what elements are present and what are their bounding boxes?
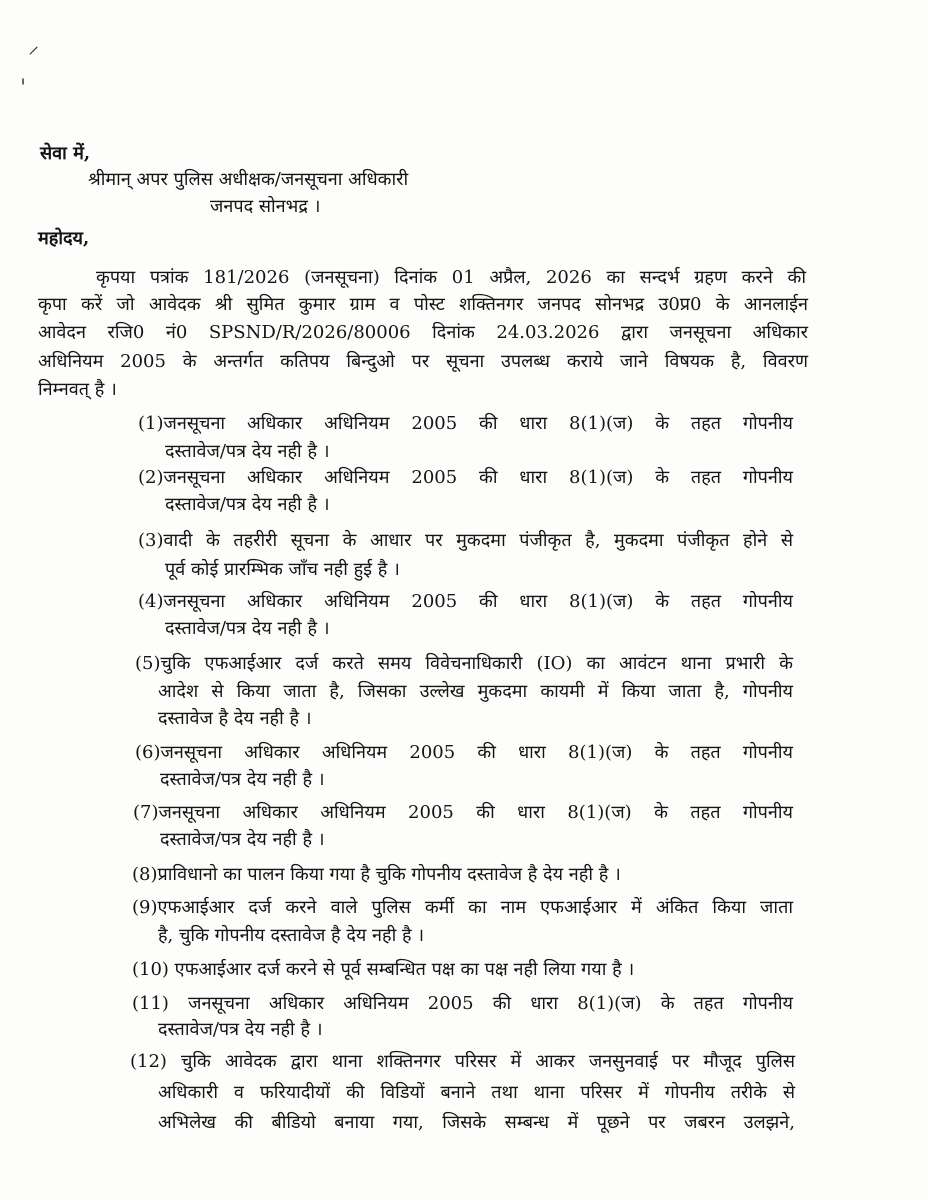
item-number: (6) [135,742,161,763]
list-item-1-line [138,412,793,436]
item-text: एफआईआर दर्ज करने से पूर्व सम्बन्धित पक्ष का पक्ष नही लिया गया है । [168,959,635,980]
list-item-4-line: दस्तावेज/पत्र देय नही है । [165,618,330,639]
item-text: वादी के तहरीरी सूचना के आधार पर मुकदमा पंजीकृत है, मुकदमा पंजीकृत होने से [163,530,793,551]
intro-line: आवेदन रजि0 नं0 SPSND/R/2026/80006 दिनांक 24.03.2026 द्वारा जनसूचना अधिकार [38,322,808,343]
list-item-1-line: दस्तावेज/पत्र देय नही है । [165,441,330,462]
item-text: जनसूचना अधिकार अधिनियम 2005 की धारा 8(1)(ज) के तहत गोपनीय [158,802,793,823]
address-recipient: श्रीमान् अपर पुलिस अधीक्षक/जनसूचना अधिकारी [88,169,409,190]
item-number: (2) [138,467,164,488]
item-text: एफआईआर दर्ज करने वाले पुलिस कर्मी का नाम एफआईआर में अंकित किया जाता [157,897,793,918]
list-item-9-line: है, चुकि गोपनीय दस्तावेज है देय नही है । [158,925,425,946]
list-item-7-line: दस्तावेज/पत्र देय नही है । [160,829,325,850]
list-item-7-line [133,801,793,825]
list-item-6-line [135,741,793,765]
list-item-8-line [132,863,621,887]
item-number: (7) [133,802,159,823]
item-number: (3) [138,530,164,551]
item-text: चुकि आवेदक द्वारा थाना शक्तिनगर परिसर में आकर जनसुनवाई पर मौजूद पुलिस [166,1051,795,1072]
list-item-11-line [132,992,793,1016]
list-item-12-line: अभिलेख की बीडियो बनाया गया, जिसके सम्बन्ध में पूछने पर जबरन उलझने, [158,1112,795,1133]
list-item-12-line [130,1050,795,1074]
list-item-2-line: दस्तावेज/पत्र देय नही है । [165,494,330,515]
scan-mark: ˌ [20,62,27,87]
list-item-11-line: दस्तावेज/पत्र देय नही है । [158,1019,323,1040]
intro-line: कृपा करें जो आवेदक श्री सुमित कुमार ग्राम व पोस्ट शक्तिनगर जनपद सोनभद्र उ0प्र0 के आनलाईन [38,294,808,315]
list-item-12-line: अधिकारी व फरियादीयों की विडियों बनाने तथा थाना परिसर में गोपनीय तरीके से [158,1082,795,1103]
item-text: जनसूचना अधिकार अधिनियम 2005 की धारा 8(1)(ज) के तहत गोपनीय [163,413,793,434]
item-text: जनसूचना अधिकार अधिनियम 2005 की धारा 8(1)(ज) के तहत गोपनीय [168,993,793,1014]
list-item-10-line [132,958,634,982]
item-number: (10) [132,959,169,980]
item-number: (5) [135,653,161,674]
list-item-4-line [138,590,793,614]
list-item-2-line [138,466,793,490]
item-number: (12) [130,1051,167,1072]
item-text: जनसूचना अधिकार अधिनियम 2005 की धारा 8(1)(ज) के तहत गोपनीय [160,742,793,763]
item-text: जनसूचना अधिकार अधिनियम 2005 की धारा 8(1)(ज) के तहत गोपनीय [163,591,793,612]
list-item-5-line [135,652,793,676]
address-district: जनपद सोनभद्र । [210,196,321,217]
list-item-5-line: आदेश से किया जाता है, जिसका उल्लेख मुकदमा कायमी में किया जाता है, गोपनीय [158,681,793,702]
intro-line: अधिनियम 2005 के अन्तर्गत कतिपय बिन्दुओ पर सूचना उपलब्ध कराये जाने विषयक है, विवरण [38,351,808,372]
item-number: (4) [138,591,164,612]
list-item-3-line: पूर्व कोई प्रारम्भिक जाँच नही हुई है । [165,559,400,580]
list-item-3-line [138,529,793,553]
list-item-5-line: दस्तावेज है देय नही है । [158,708,312,729]
item-number: (1) [138,413,164,434]
item-number: (9) [132,897,158,918]
item-number: (8) [132,864,158,885]
item-text: चुकि एफआईआर दर्ज करते समय विवेचनाधिकारी (IO) का आवंटन थाना प्रभारी के [160,653,793,674]
list-item-9-line [132,896,793,920]
item-number: (11) [132,993,169,1014]
intro-line: कृपया पत्रांक 181/2026 (जनसूचना) दिनांक 01 अप्रैल, 2026 का सन्दर्भ ग्रहण करने की [96,267,806,288]
intro-line: निम्नवत् है । [38,379,117,400]
salutation: महोदय, [38,228,90,249]
list-item-6-line: दस्तावेज/पत्र देय नही है । [160,769,325,790]
scan-mark: ⸝ [28,34,40,59]
address-to: सेवा में, [40,143,91,164]
item-text: प्राविधानो का पालन किया गया है चुकि गोपनीय दस्तावेज है देय नही है । [157,864,621,885]
item-text: जनसूचना अधिकार अधिनियम 2005 की धारा 8(1)(ज) के तहत गोपनीय [163,467,793,488]
